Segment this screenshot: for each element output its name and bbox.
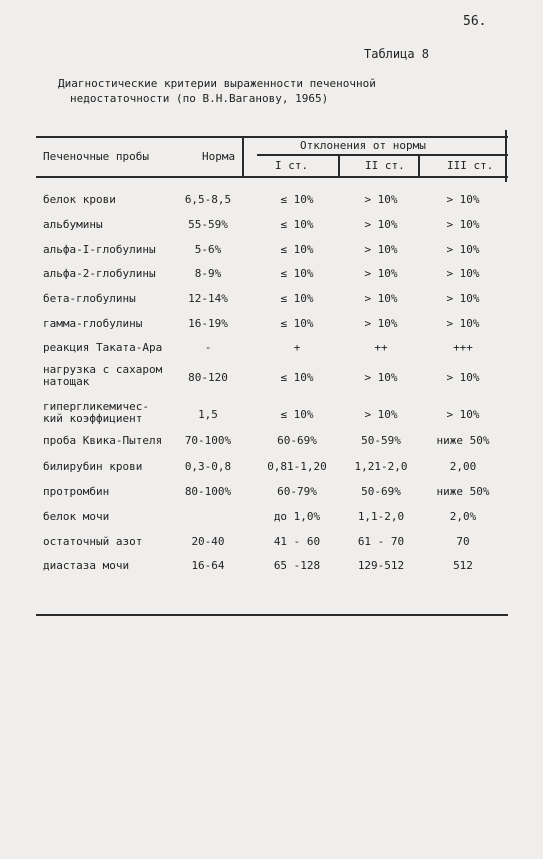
row-norm-value: 80-100% — [184, 485, 232, 498]
row-degree2-value: 1,1-2,0 — [357, 510, 405, 523]
row-degree2-value: > 10% — [364, 267, 398, 280]
row-test-name: альфа-I-глобулины — [43, 243, 156, 256]
row-degree1-value: до 1,0% — [273, 510, 321, 523]
col2-divider — [418, 154, 420, 176]
row-degree1-value: 65 -128 — [273, 559, 321, 572]
row-norm-value: 5-6% — [194, 243, 222, 256]
row-degree2-value: > 10% — [364, 218, 398, 231]
row-degree3-value: +++ — [453, 341, 473, 354]
row-degree3-value: > 10% — [446, 371, 480, 384]
row-degree2-value: ++ — [374, 341, 388, 354]
row-degree2-value: > 10% — [364, 292, 398, 305]
row-degree1-value: ≤ 10% — [280, 193, 314, 206]
row-degree3-value: > 10% — [446, 292, 480, 305]
row-test-name: остаточный азот — [43, 535, 143, 548]
row-test-name: проба Квика-Пытеля — [43, 434, 163, 447]
row-norm-value: 16-19% — [188, 317, 228, 330]
row-test-name: билирубин крови — [43, 460, 143, 473]
table-top-rule — [36, 136, 508, 138]
row-test-name: бета-глобулины — [43, 292, 136, 305]
row-norm-value: 70-100% — [184, 434, 232, 447]
row-norm-value: 12-14% — [188, 292, 228, 305]
row-test-name: гамма-глобулины — [43, 317, 143, 330]
header-degree-3: III ст. — [447, 159, 494, 172]
row-test-name: нагрузка с сахаром натощак — [43, 363, 163, 388]
row-degree3-value: > 10% — [446, 408, 480, 421]
norm-col-divider — [242, 136, 244, 176]
row-norm-value: 16-64 — [191, 559, 225, 572]
header-tests: Печеночные пробы — [43, 150, 149, 163]
row-degree2-value: > 10% — [364, 317, 398, 330]
row-norm-value: 0,3-0,8 — [184, 460, 232, 473]
header-degree-1: I ст. — [275, 159, 309, 172]
row-degree3-value: > 10% — [446, 267, 480, 280]
header-bottom-rule — [36, 176, 508, 178]
row-norm-value: 55-59% — [188, 218, 228, 231]
row-norm-value: - — [204, 341, 212, 354]
header-subrule — [257, 154, 508, 156]
header-norm: Норма — [202, 150, 236, 163]
row-norm-value: 8-9% — [194, 267, 222, 280]
row-test-name: альбумины — [43, 218, 103, 231]
row-degree3-value: ниже 50% — [436, 434, 490, 447]
row-degree2-value: > 10% — [364, 243, 398, 256]
row-norm-value: 6,5-8,5 — [184, 193, 232, 206]
row-norm-value: 20-40 — [191, 535, 225, 548]
row-degree2-value: > 10% — [364, 193, 398, 206]
row-degree1-value: ≤ 10% — [280, 317, 314, 330]
caption-line-1: Диагностические критерии выраженности печеночной — [58, 77, 376, 90]
header-degree-2: II ст. — [365, 159, 405, 172]
row-test-name: альфа-2-глобулины — [43, 267, 156, 280]
row-test-name: реакция Таката-Ара — [43, 341, 163, 354]
row-degree3-value: 70 — [456, 535, 470, 548]
row-degree3-value: > 10% — [446, 243, 480, 256]
row-test-name: протромбин — [43, 485, 110, 498]
table-right-rule — [505, 130, 507, 182]
row-degree1-value: 41 - 60 — [273, 535, 321, 548]
row-degree3-value: 2,00 — [449, 460, 477, 473]
row-degree3-value: ниже 50% — [436, 485, 490, 498]
row-degree3-value: > 10% — [446, 317, 480, 330]
row-test-name: гипергликемичес- кий коэффициент — [43, 400, 149, 425]
table-bottom-rule — [36, 614, 508, 616]
row-degree1-value: ≤ 10% — [280, 371, 314, 384]
row-test-name: белок крови — [43, 193, 116, 206]
row-degree1-value: ≤ 10% — [280, 408, 314, 421]
row-test-name: белок мочи — [43, 510, 110, 523]
header-deviations: Отклонения от нормы — [300, 139, 426, 152]
row-degree2-value: 50-69% — [361, 485, 401, 498]
row-degree2-value: 61 - 70 — [357, 535, 405, 548]
row-degree2-value: 1,21-2,0 — [354, 460, 408, 473]
page-number: 56. — [463, 14, 487, 29]
row-degree3-value: > 10% — [446, 193, 480, 206]
row-norm-value: 80-120 — [188, 371, 228, 384]
row-degree1-value: ≤ 10% — [280, 267, 314, 280]
row-degree3-value: > 10% — [446, 218, 480, 231]
row-degree3-value: 2,0% — [449, 510, 477, 523]
row-norm-value: 1,5 — [198, 408, 218, 421]
row-degree1-value: 0,81-1,20 — [267, 460, 327, 473]
row-degree1-value: 60-79% — [277, 485, 317, 498]
table-caption — [58, 76, 376, 106]
col1-divider — [338, 154, 340, 176]
row-degree1-value: ≤ 10% — [280, 292, 314, 305]
caption-line-2: недостаточности (по В.Н.Ваганову, 1965) — [70, 92, 329, 105]
row-degree2-value: > 10% — [364, 371, 398, 384]
row-degree1-value: 60-69% — [277, 434, 317, 447]
row-degree2-value: 50-59% — [361, 434, 401, 447]
row-degree1-value: ≤ 10% — [280, 218, 314, 231]
row-degree1-value: + — [293, 341, 301, 354]
table-label: Таблица 8 — [364, 47, 430, 61]
row-degree2-value: 129-512 — [357, 559, 405, 572]
row-degree3-value: 512 — [453, 559, 473, 572]
row-test-name: диастаза мочи — [43, 559, 130, 572]
row-degree1-value: ≤ 10% — [280, 243, 314, 256]
row-degree2-value: > 10% — [364, 408, 398, 421]
